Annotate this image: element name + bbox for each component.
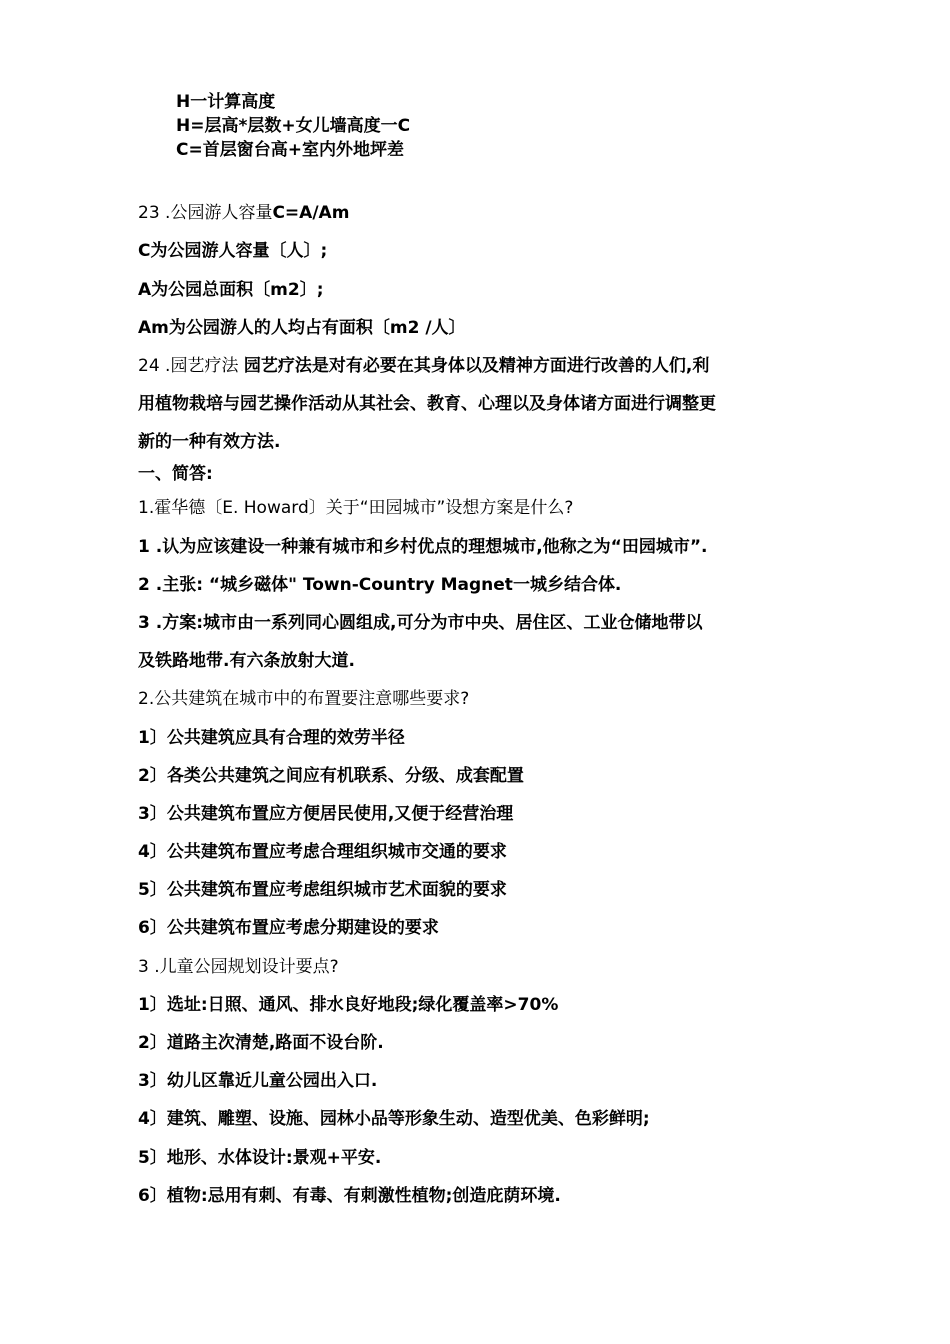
item23-heading	[138, 202, 349, 224]
item24-number: 24 .	[138, 356, 171, 376]
q3-question: 3 .儿童公园规划设计要点?	[138, 957, 339, 977]
q2-answer-1: 1〕公共建筑应具有合理的效劳半径	[138, 728, 405, 748]
item23-number: 23 .	[138, 203, 171, 223]
q2-answer-6: 6〕公共建筑布置应考虑分期建设的要求	[138, 918, 439, 938]
q2-answer-2: 2〕各类公共建筑之间应有机联系、分级、成套配置	[138, 766, 524, 786]
item24-text-line1: 园艺疗法是对有必要在其身体以及精神方面进行改善的人们,利	[243, 356, 710, 376]
item23-title: 公园游人容量	[170, 203, 273, 223]
q1-question: 1.霍华德〔E. Howard〕关于“田园城市”设想方案是什么?	[138, 498, 574, 518]
item23-formula: C=A/Am	[272, 203, 350, 223]
item24-heading	[138, 355, 709, 377]
q3-answer-3: 3〕幼儿区靠近儿童公园出入口.	[138, 1071, 378, 1091]
q2-answer-3: 3〕公共建筑布置应方便居民使用,又便于经营治理	[138, 804, 514, 824]
q3-answer-2: 2〕道路主次清楚,路面不设台阶.	[138, 1033, 384, 1053]
q2-answer-5: 5〕公共建筑布置应考虑组织城市艺术面貌的要求	[138, 880, 507, 900]
q1-answer-2: 2 .主张: “城乡磁体" Town-Country Magnet一城乡结合体.	[138, 575, 622, 595]
h-formula: H=层高*层数+女儿墙高度一C	[176, 116, 411, 136]
q3-answer-5: 5〕地形、水体设计:景观+平安.	[138, 1148, 382, 1168]
section-heading: 一、简答:	[138, 464, 213, 484]
q1-answer-3-line2: 及铁路地带.有六条放射大道.	[138, 651, 355, 671]
item24-text-line2: 用植物栽培与园艺操作活动从其社会、教育、心理以及身体诸方面进行调整更	[138, 394, 716, 414]
item24-text-line3: 新的一种有效方法.	[138, 432, 281, 452]
q3-answer-6: 6〕植物:忌用有刺、有毒、有刺激性植物;创造庇荫环境.	[138, 1186, 561, 1206]
item23-am-definition: Am为公园游人的人均占有面积〔m2 /人〕	[138, 318, 466, 338]
item23-a-definition: A为公园总面积〔m2〕;	[138, 280, 324, 300]
c-formula: C=首层窗台高+室内外地坪差	[176, 140, 404, 160]
q3-answer-4: 4〕建筑、雕塑、设施、园林小品等形象生动、造型优美、色彩鲜明;	[138, 1109, 650, 1129]
item23-c-definition: C为公园游人容量〔人〕;	[138, 241, 328, 261]
q3-answer-1: 1〕选址:日照、通风、排水良好地段;绿化覆盖率>70%	[138, 995, 559, 1015]
q1-answer-1: 1 .认为应该建设一种兼有城市和乡村优点的理想城市,他称之为“田园城市”.	[138, 537, 708, 557]
q2-answer-4: 4〕公共建筑布置应考虑合理组织城市交通的要求	[138, 842, 507, 862]
q1-answer-3-line1: 3 .方案:城市由一系列同心圆组成,可分为市中央、居住区、工业仓储地带以	[138, 613, 703, 633]
h-definition: H一计算高度	[176, 92, 276, 112]
q2-question: 2.公共建筑在城市中的布置要注意哪些要求?	[138, 689, 470, 709]
item24-title: 园艺疗法	[170, 356, 239, 376]
